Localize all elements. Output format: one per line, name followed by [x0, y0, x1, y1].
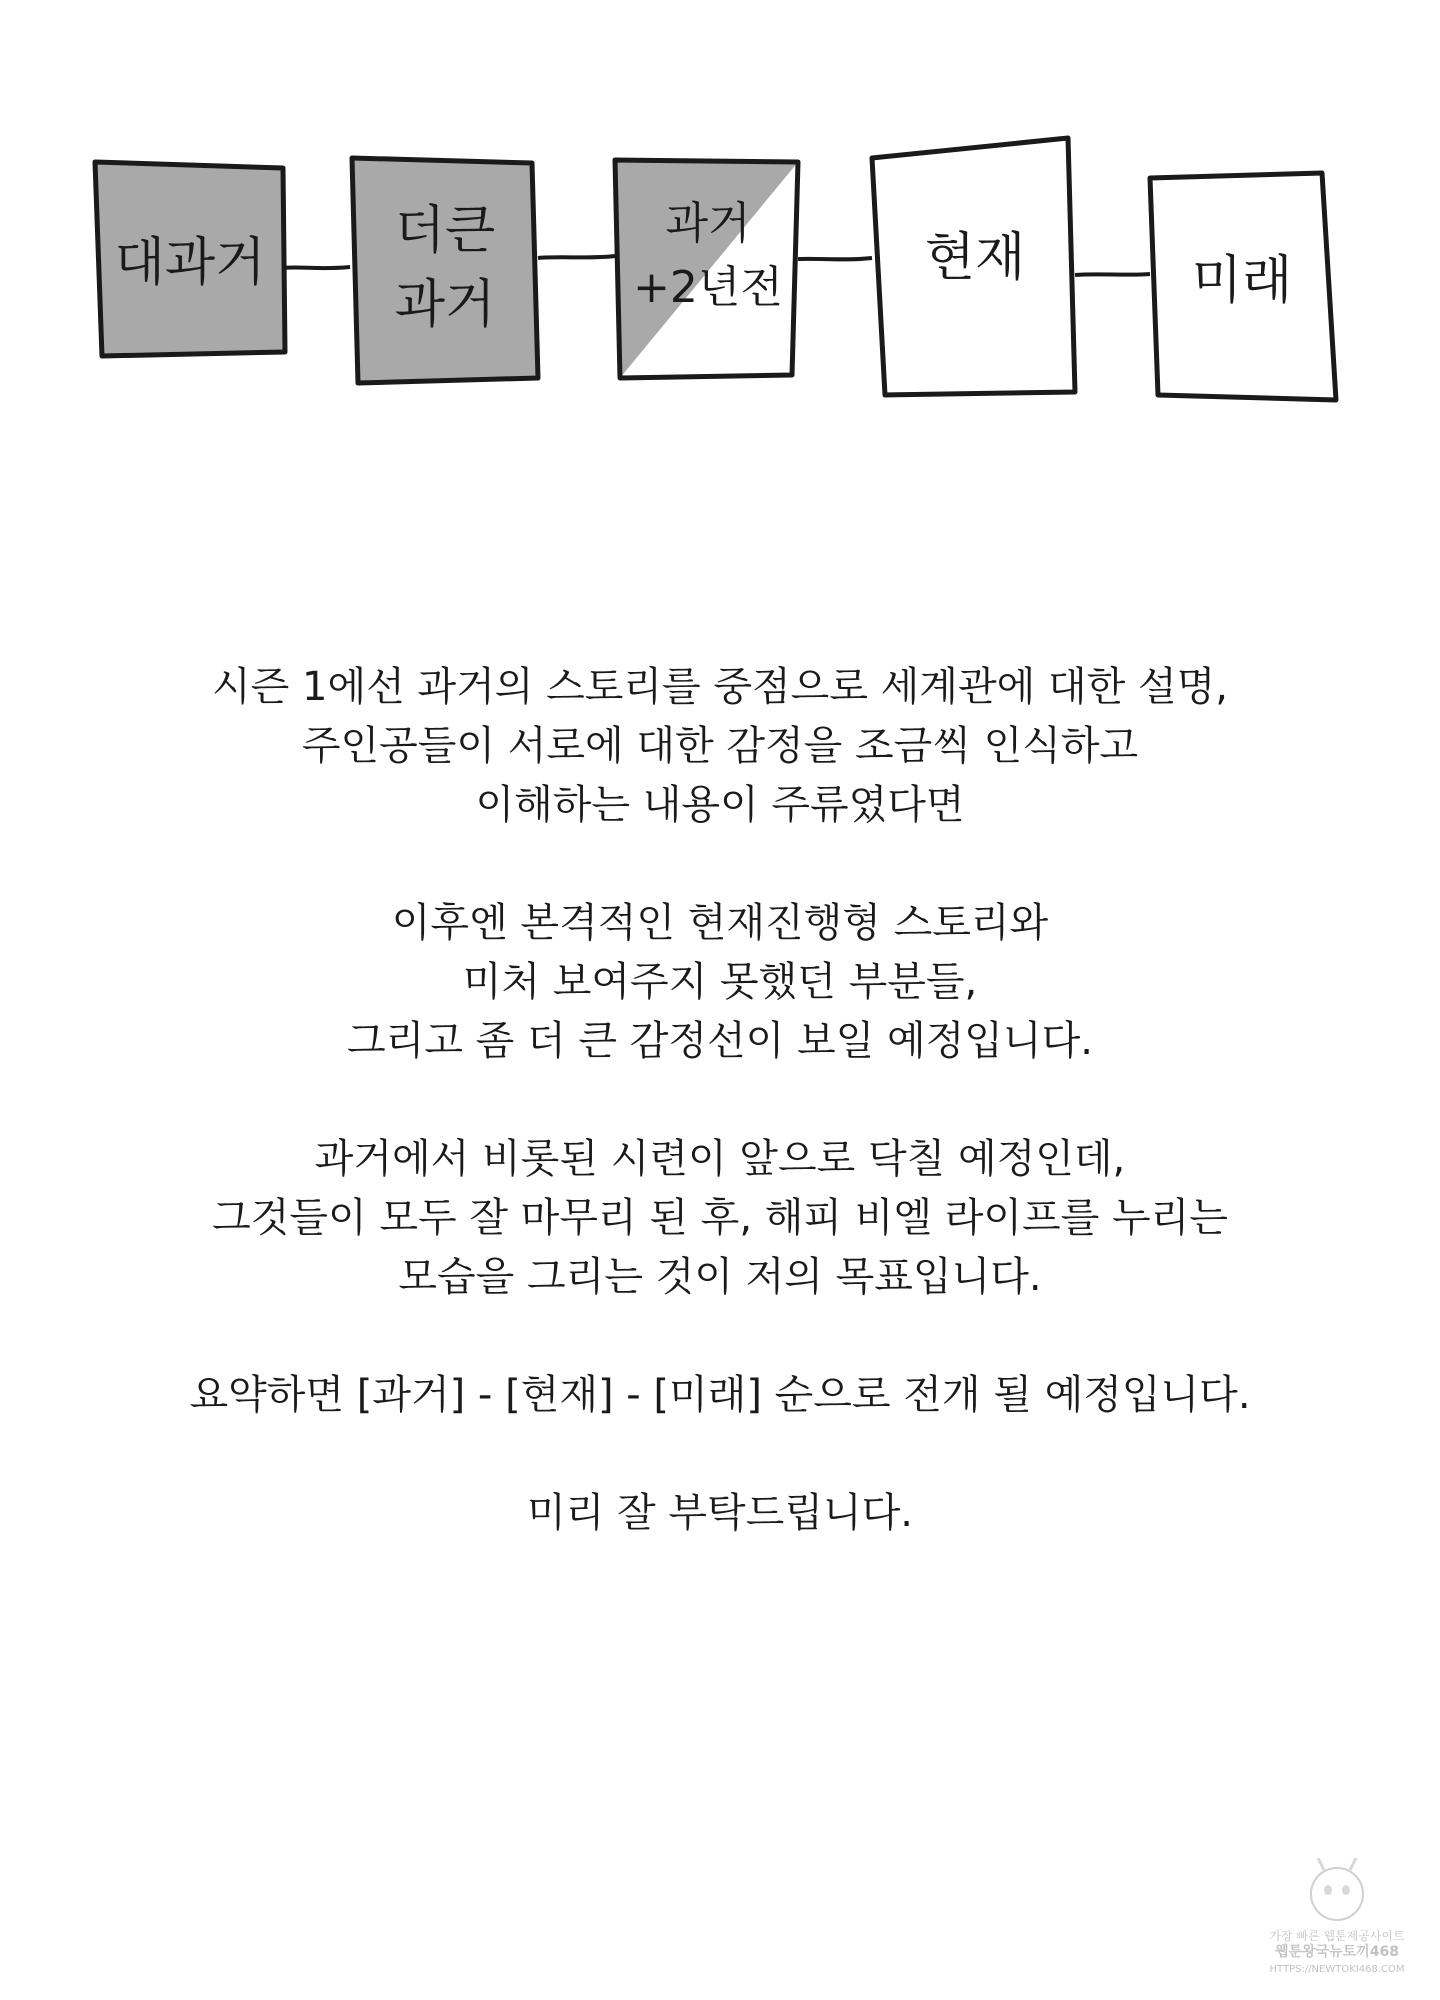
timeline-diagram [0, 0, 1440, 440]
watermark-line: 가장 빠른 웹툰제공사이트 [1269, 1929, 1405, 1943]
text-line: 그리고 좀 더 큰 감정선이 보일 예정입니다. [347, 1018, 1093, 1064]
text-line: 요약하면 [과거] - [현재] - [미래] 순으로 전개 될 예정입니다. [189, 1372, 1251, 1418]
announcement-text [80, 658, 1360, 1543]
text-line: 과거에서 비롯된 시련이 앞으로 닥칠 예정인데, [314, 1136, 1126, 1182]
paragraph-closing [80, 1484, 1360, 1543]
box-label: 과거 [665, 198, 751, 249]
timeline-box-ancient-past [95, 162, 285, 356]
connector-line [1075, 274, 1150, 275]
site-watermark [1262, 1858, 1412, 1980]
box-label: +2년전 [633, 262, 783, 313]
paragraph-season-one [80, 658, 1360, 835]
box-label: 대과거 [114, 233, 266, 293]
timeline-box-further-past [352, 158, 538, 383]
watermark-line: HTTPS://NEWTOKI468.COM [1269, 1964, 1405, 1975]
text-line: 주인공들이 서로에 대한 감정을 조금씩 인식하고 [301, 723, 1139, 769]
box-label: 미래 [1191, 251, 1293, 311]
text-line: 이후엔 본격적인 현재진행형 스토리와 [391, 900, 1049, 946]
timeline-box-future [1150, 173, 1336, 400]
paragraph-after [80, 894, 1360, 1071]
text-line: 모습을 그리는 것이 저의 목표입니다. [398, 1254, 1042, 1300]
timeline-box-past-two-years [615, 160, 798, 378]
text-line: 미리 잘 부탁드립니다. [527, 1490, 913, 1536]
paragraph-summary [80, 1366, 1360, 1425]
box-label: 더큰 [394, 201, 496, 261]
timeline-box-present [872, 138, 1075, 395]
connector-line [283, 267, 350, 268]
paragraph-goal [80, 1130, 1360, 1307]
connector-line [798, 258, 872, 259]
text-line: 미처 보여주지 못했던 부분들, [462, 959, 978, 1005]
box-label: 현재 [924, 228, 1026, 288]
connector-line [538, 256, 615, 258]
watermark-line: 웹툰왕국뉴토끼468 [1275, 1944, 1399, 1960]
text-line: 이해하는 내용이 주류였다면 [475, 782, 965, 828]
box-label: 과거 [394, 275, 496, 335]
text-line: 그것들이 모두 잘 마무리 된 후, 해피 비엘 라이프를 누리는 [212, 1195, 1228, 1241]
text-line: 시즌 1에선 과거의 스토리를 중점으로 세계관에 대한 설명, [212, 664, 1228, 710]
